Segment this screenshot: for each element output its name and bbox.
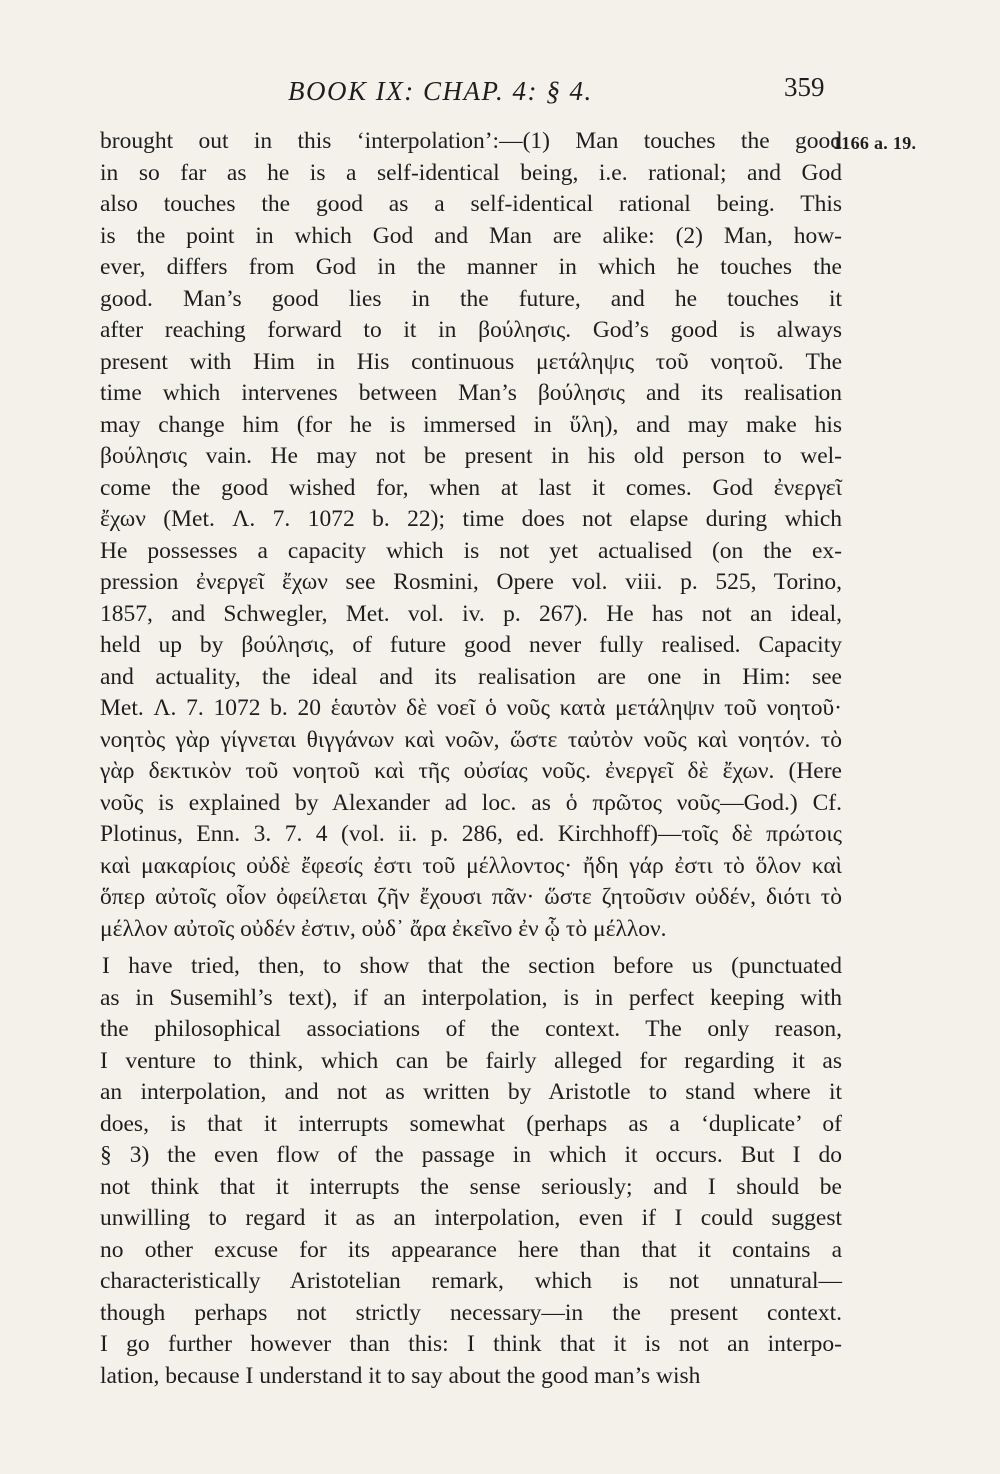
text-line: as in Susemihl’s text), if an interpolation, is in perfect keeping with [100,984,842,1011]
text-line: ὅπερ αὐτοῖς οἷον ὀφείλεται ζῆν ἔχουσι πᾶν· ὥστε ζητοῦσιν οὐδέν, διότι τὸ [100,884,842,910]
text-line: does, is that it interrupts somewhat (perhaps as a ‘duplicate’ of [100,1110,842,1137]
text-line: not think that it interrupts the sense seriously; and I should be [100,1173,842,1200]
text-line: μέλλον αὐτοῖς οὐδέν ἐστιν, οὐδ᾽ ἄρα ἐκεῖνο ἐν ᾧ τὸ μέλλον. [100,915,667,942]
text-line: time which intervenes between Man’s βούλησις and its realisation [100,380,842,406]
text-line: no other excuse for its appearance here than that it contains a [100,1236,842,1263]
text-line: may change him (for he is immersed in ὕλη), and may make his [100,411,842,438]
text-line: § 3) the even flow of the passage in which it occurs. But I do [100,1142,842,1168]
text-line: ever, differs from God in the manner in which he touches the [100,254,842,280]
paragraph [100,951,842,1392]
text-line: lation, because I understand it to say about the good man’s wish [100,1362,701,1389]
text-line: the philosophical associations of the context. The only reason, [100,1016,842,1042]
text-line: brought out in this ‘interpolation’:—(1) Man touches the good [100,128,842,154]
text-line: come the good wished for, when at last it comes. God ἐνεργεῖ [100,474,842,501]
text-line: in so far as he is a self-identical being, i.e. rational; and God [100,159,842,186]
text-line: ἔχων (Met. Λ. 7. 1072 b. 22); time does not elapse during which [100,506,842,532]
text-line: good. Man’s good lies in the future, and he touches it [100,285,842,312]
text-line: and actuality, the ideal and its realisation are one in Him: see [100,663,842,690]
text-line: He possesses a capacity which is not yet actualised (on the ex- [100,537,842,564]
page-number: 359 [784,72,825,102]
text-line: βούλησις vain. He may not be present in his old person to wel- [100,443,842,469]
text-line: pression ἐνεργεῖ ἔχων see Rosmini, Opere vol. viii. p. 525, Torino, [100,569,842,595]
text-line: I go further however than this: I think that it is not an interpo- [100,1331,842,1357]
text-line: νοητὸς γὰρ γίγνεται θιγγάνων καὶ νοῶν, ὥστε ταὐτὸν νοῦς καὶ νοητόν. τὸ [100,726,842,753]
margin-reference: 1166 a. 19. [833,133,917,153]
text-line: Plotinus, Enn. 3. 7. 4 (vol. ii. p. 286, ed. Kirchhoff)—τοῖς δὲ πρώτοις [100,821,842,847]
text-line: 1857, and Schwegler, Met. vol. iv. p. 267). He has not an ideal, [100,600,842,627]
text-line: characteristically Aristotelian remark, which is not unnatural— [100,1268,842,1294]
text-line: I have tried, then, to show that the section before us (punctuated [102,953,842,979]
text-line: after reaching forward to it in βούλησις. God’s good is always [100,317,842,343]
text-line: though perhaps not strictly necessary—in the present context. [100,1299,842,1326]
text-line: is the point in which God and Man are alike: (2) Man, how- [100,222,842,249]
text-line: also touches the good as a self-identical rational being. This [100,191,842,217]
text-line: unwilling to regard it as an interpolation, even if I could suggest [100,1205,842,1231]
text-line: present with Him in His continuous μετάληψις τοῦ νοητοῦ. The [100,348,842,375]
running-title: BOOK IX: CHAP. 4: § 4. [288,76,593,106]
paragraph [100,126,842,945]
text-line: held up by βούλησις, of future good never fully realised. Capacity [100,632,842,658]
text-line: I venture to think, which can be fairly alleged for regarding it as [100,1047,842,1074]
text-line: νοῦς is explained by Alexander ad loc. as ὁ πρῶτος νοῦς—God.) Cf. [100,789,842,816]
text-line: an interpolation, and not as written by Aristotle to stand where it [100,1079,842,1105]
body-text [100,126,842,1392]
text-line: Met. Λ. 7. 1072 b. 20 ἑαυτὸν δὲ νοεῖ ὁ νοῦς κατὰ μετάληψιν τοῦ νοητοῦ· [100,695,842,721]
text-line: γὰρ δεκτικὸν τοῦ νοητοῦ καὶ τῆς οὐσίας νοῦς. ἐνεργεῖ δὲ ἔχων. (Here [100,758,842,784]
text-line: καὶ μακαρίοις οὐδὲ ἔφεσίς ἐστι τοῦ μέλλοντος· ἤδη γάρ ἐστι τὸ ὅλον καὶ [100,852,842,879]
